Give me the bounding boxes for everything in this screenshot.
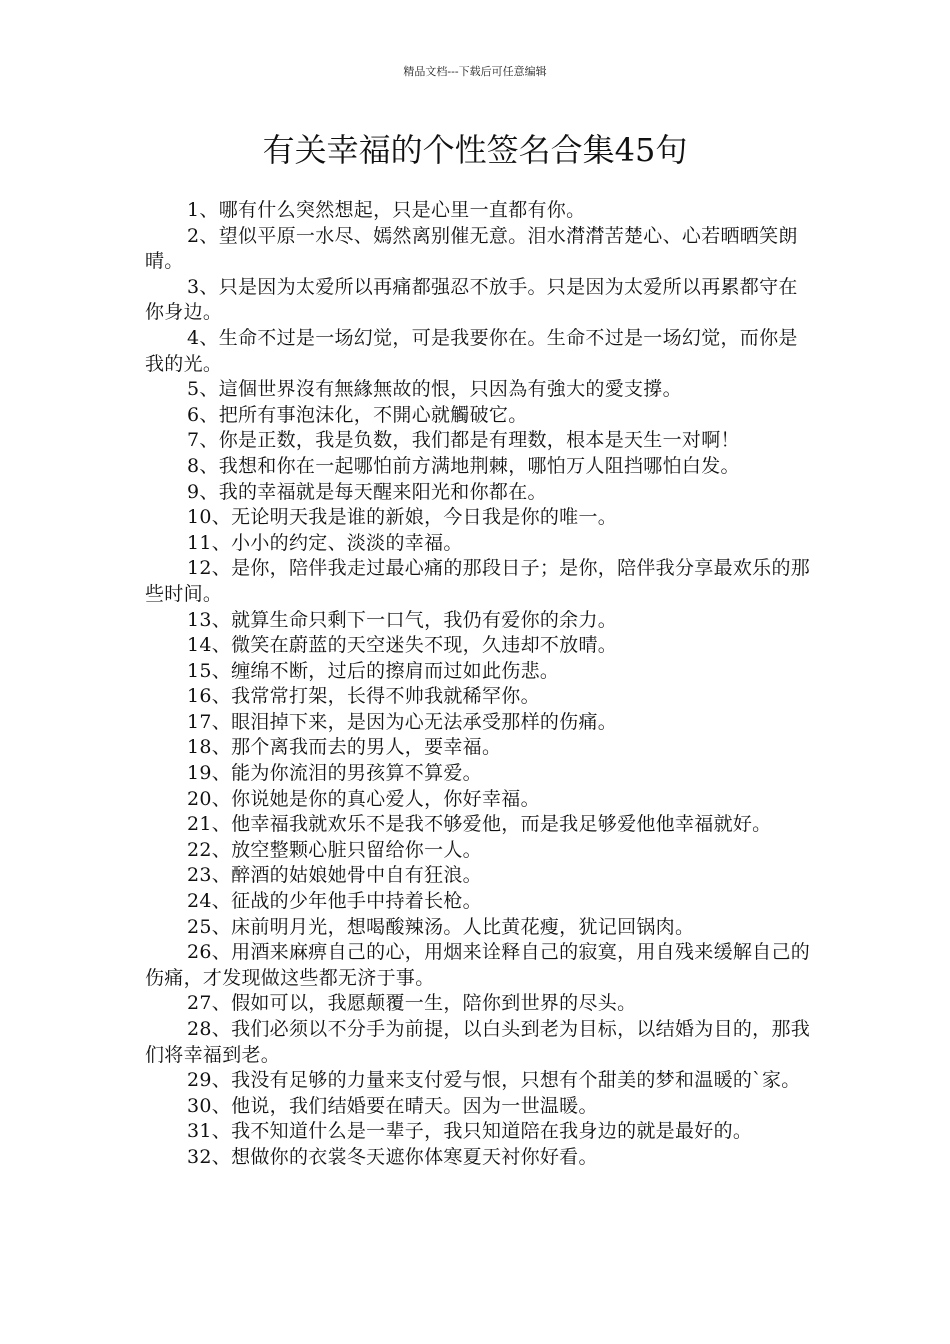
list-item: 30、他说，我们结婚要在晴天。因为一世温暖。 [187,1094,598,1117]
list-item: 28、我们必须以不分手为前提，以白头到老为目标，以结婚为目的，那我们将幸福到老。 [145,1018,811,1066]
list-item: 26、用酒来麻痹自己的心，用烟来诠释自己的寂寞，用自残来缓解自己的伤痛，才发现做这些都无济于事。 [145,941,811,989]
list-item: 9、我的幸福就是每天醒来阳光和你都在。 [187,480,547,503]
list-item: 3、只是因为太爱所以再痛都强忍不放手。只是因为太爱所以再累都守在你身边。 [145,275,798,324]
list-item: 14、微笑在蔚蓝的天空迷失不现，久违却不放晴。 [187,634,618,657]
list-item: 2、望似平原一水尽、嫣然离别催无意。泪水潸潸苦楚心、心若晒晒笑朗晴。 [145,224,798,273]
list-item: 13、就算生命只剩下一口气，我仍有爱你的余力。 [187,608,618,631]
list-item: 23、醉酒的姑娘她骨中自有狂浪。 [187,864,482,887]
list-item: 21、他幸福我就欢乐不是我不够爱他，而是我足够爱他他幸福就好。 [187,813,772,836]
list-item: 29、我没有足够的力量来支付爱与恨，只想有个甜美的梦和温暖的`家。 [187,1069,801,1092]
document-body [145,198,813,1171]
list-item: 27、假如可以，我愿颠覆一生，陪你到世界的尽头。 [187,992,637,1015]
list-item: 15、缠绵不断，过后的擦肩而过如此伤悲。 [187,659,560,682]
list-item: 6、把所有事泡沫化，不開心就觸破它。 [187,403,528,426]
list-item: 5、這個世界沒有無緣無故的恨，只因為有強大的愛支撐。 [187,378,682,401]
list-item: 31、我不知道什么是一辈子，我只知道陪在我身边的就是最好的。 [187,1120,753,1143]
list-item: 4、生命不过是一场幻觉，可是我要你在。生命不过是一场幻觉，而你是我的光。 [145,326,798,375]
document-title: 有关幸福的个性签名合集45句 [262,131,688,169]
page-header: 精品文档---下载后可任意编辑 [403,65,547,78]
list-item: 16、我常常打架，长得不帅我就稀罕你。 [187,685,540,708]
list-item: 11、小小的约定、淡淡的幸福。 [187,531,463,554]
list-item: 24、征战的少年他手中持着长枪。 [187,890,482,913]
list-item: 17、眼泪掉下来，是因为心无法承受那样的伤痛。 [187,710,618,733]
list-item: 20、你说她是你的真心爱人，你好幸福。 [187,787,540,810]
list-item: 32、想做你的衣裳冬天遮你体寒夏天衬你好看。 [187,1145,598,1168]
list-item: 12、是你，陪伴我走过最心痛的那段日子；是你，陪伴我分享最欢乐的那些时间。 [145,557,811,605]
list-item: 1、哪有什么突然想起，只是心里一直都有你。 [187,199,586,221]
list-item: 22、放空整颗心脏只留给你一人。 [187,838,482,861]
list-item: 19、能为你流泪的男孩算不算爱。 [187,762,482,785]
list-item: 25、床前明月光，想喝酸辣汤。人比黄花瘦，犹记回锅肉。 [187,915,695,938]
list-item: 7、你是正数，我是负数，我们都是有理数，根本是天生一对啊！ [187,429,740,452]
list-item: 18、那个离我而去的男人，要幸福。 [187,736,502,759]
list-item: 8、我想和你在一起哪怕前方满地荆棘，哪怕万人阻挡哪怕白发。 [187,454,740,477]
list-item: 10、无论明天我是谁的新娘，今日我是你的唯一。 [187,506,618,529]
